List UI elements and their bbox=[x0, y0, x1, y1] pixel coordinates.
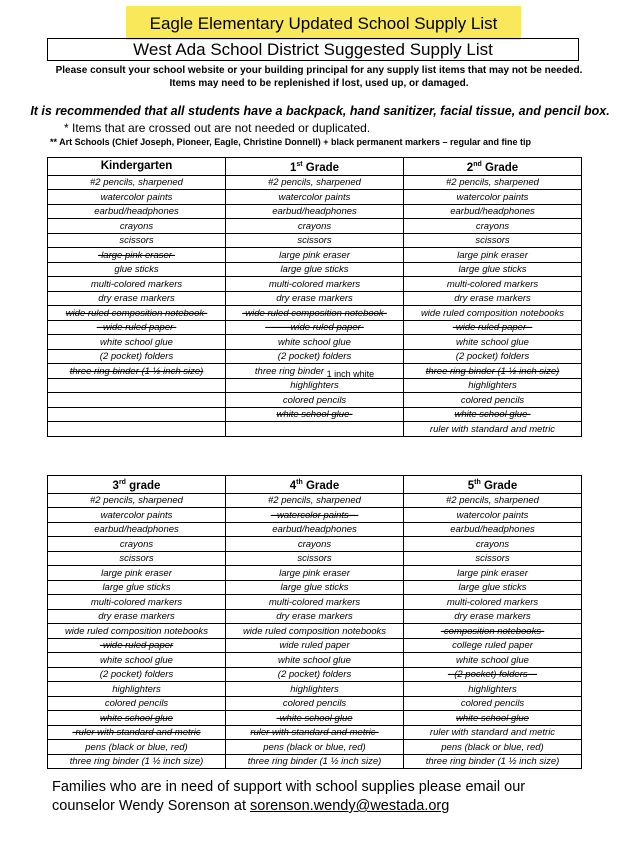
supply-item bbox=[226, 551, 404, 566]
supply-item bbox=[48, 754, 226, 769]
table-row bbox=[48, 624, 582, 639]
supply-item-text: three ring binder (1 ½ inch size) bbox=[69, 365, 204, 377]
supply-item-text: large pink eraser bbox=[101, 567, 172, 579]
supply-item bbox=[404, 551, 582, 566]
footer-line-2 bbox=[52, 797, 592, 816]
supply-item-text: scissors bbox=[475, 553, 510, 565]
supply-item bbox=[226, 364, 404, 379]
supply-item-text: ruler with standard and metric bbox=[429, 423, 556, 435]
supply-item-text: three ring binder (1 ½ inch size) bbox=[247, 756, 382, 768]
grade-header-text: 4 bbox=[289, 479, 297, 492]
table-row bbox=[48, 580, 582, 595]
supply-item bbox=[48, 638, 226, 653]
supply-item bbox=[226, 190, 404, 205]
supply-item-text: multi-colored markers bbox=[90, 278, 183, 290]
supply-item bbox=[404, 219, 582, 234]
supply-item bbox=[404, 306, 582, 321]
grade-header-text: 2 bbox=[466, 161, 474, 174]
table-row bbox=[48, 551, 582, 566]
supply-item bbox=[48, 291, 226, 306]
supply-item bbox=[404, 493, 582, 508]
supply-item bbox=[226, 219, 404, 234]
supply-item-text: wide ruled composition notebooks bbox=[242, 625, 387, 637]
supply-item-text: three ring binder bbox=[254, 365, 325, 377]
supply-item-text: --watercolor paints--- bbox=[270, 509, 359, 521]
table-row bbox=[48, 175, 582, 190]
supply-item-text: -composition notebooks- bbox=[440, 625, 545, 637]
supply-item bbox=[48, 175, 226, 190]
supply-item-text: white school glue- bbox=[276, 409, 353, 421]
table-row bbox=[48, 407, 582, 422]
grade-header-ordinal: st bbox=[296, 161, 303, 168]
supply-item-text: crayons bbox=[475, 538, 510, 550]
supply-item bbox=[404, 624, 582, 639]
crossed-out-note: * Items that are crossed out are not needed or duplicated. bbox=[64, 121, 371, 135]
supply-item bbox=[404, 696, 582, 711]
supply-item-text: #2 pencils, sharpened bbox=[446, 495, 539, 507]
supply-item bbox=[404, 378, 582, 393]
table-row bbox=[48, 522, 582, 537]
grade-header-text: Kindergarten bbox=[100, 159, 173, 172]
table-row bbox=[48, 219, 582, 234]
supply-item-text: watercolor paints bbox=[456, 509, 529, 521]
supply-item bbox=[226, 407, 404, 422]
table-row bbox=[48, 696, 582, 711]
supply-item-text: large glue sticks bbox=[280, 582, 349, 594]
counselor-email-link[interactable]: sorenson.wendy@westada.org bbox=[250, 798, 450, 814]
table-row bbox=[48, 667, 582, 682]
supply-item-text: wide ruled composition notebooks bbox=[420, 307, 565, 319]
supply-item bbox=[226, 393, 404, 408]
supply-item bbox=[226, 522, 404, 537]
table-row bbox=[48, 711, 582, 726]
supply-item-text: #2 pencils, sharpened bbox=[268, 177, 361, 189]
supply-item-text: three ring binder (1 ½ inch size) bbox=[69, 756, 204, 768]
supply-item-text: dry erase markers bbox=[276, 611, 353, 623]
supply-item bbox=[48, 204, 226, 219]
supply-item-text: crayons bbox=[475, 220, 510, 232]
supply-item-text: college ruled paper bbox=[452, 640, 533, 652]
supply-item bbox=[404, 522, 582, 537]
supply-item-text: large glue sticks bbox=[280, 264, 349, 276]
supply-item bbox=[48, 378, 226, 393]
supply-item-text: pens (black or blue, red) bbox=[441, 741, 544, 753]
table-row bbox=[48, 493, 582, 508]
table-row bbox=[48, 248, 582, 263]
supply-item bbox=[404, 320, 582, 335]
supply-item-text: white school glue bbox=[100, 712, 173, 724]
supply-item-text: pens (black or blue, red) bbox=[85, 741, 188, 753]
supply-item bbox=[404, 204, 582, 219]
supply-item-text: dry erase markers bbox=[454, 293, 531, 305]
supply-item-text: -wide ruled composition notebook- bbox=[242, 307, 387, 319]
supply-item bbox=[404, 595, 582, 610]
table-row bbox=[48, 725, 582, 740]
table-row bbox=[48, 653, 582, 668]
supply-item bbox=[404, 537, 582, 552]
table-row bbox=[48, 277, 582, 292]
supply-item-text: --(2 pocket) folders--- bbox=[447, 669, 538, 681]
supply-item-text: earbud/headphones bbox=[272, 524, 357, 536]
supply-item-text: dry erase markers bbox=[98, 293, 175, 305]
supply-item-text: earbud/headphones bbox=[450, 524, 535, 536]
supply-item bbox=[404, 349, 582, 364]
supply-item-text: colored pencils bbox=[282, 698, 347, 710]
supply-item-text: (2 pocket) folders bbox=[455, 351, 530, 363]
supply-item-text: white school glue bbox=[456, 336, 529, 348]
supply-item bbox=[404, 364, 582, 379]
supply-item-text: ruler with standard and metric bbox=[429, 727, 556, 739]
art-schools-note: ** Art Schools (Chief Joseph, Pioneer, Eagle, Christine Donnell) + black permanent markers – regular and fine tip bbox=[50, 137, 532, 147]
table-row bbox=[48, 537, 582, 552]
supply-item bbox=[404, 566, 582, 581]
supply-item bbox=[226, 320, 404, 335]
supply-item bbox=[226, 653, 404, 668]
supply-item bbox=[226, 740, 404, 755]
supply-item bbox=[226, 537, 404, 552]
supply-item-text: crayons bbox=[119, 538, 154, 550]
supply-item bbox=[48, 653, 226, 668]
supply-item bbox=[48, 725, 226, 740]
supply-item bbox=[48, 624, 226, 639]
grade-header-ordinal: th bbox=[296, 479, 303, 486]
supply-item bbox=[404, 190, 582, 205]
supply-item bbox=[404, 175, 582, 190]
supply-item-text: scissors bbox=[297, 235, 332, 247]
footer-support-message bbox=[52, 778, 592, 816]
supply-item-text: (2 pocket) folders bbox=[277, 351, 352, 363]
supply-item-text: large pink eraser bbox=[457, 249, 528, 261]
supply-item-text: colored pencils bbox=[104, 698, 169, 710]
table-row bbox=[48, 609, 582, 624]
supply-item bbox=[48, 364, 226, 379]
page-subtitle: West Ada School District Suggested Supply List bbox=[47, 38, 579, 61]
supply-item-text: scissors bbox=[119, 235, 154, 247]
supply-item-text: #2 pencils, sharpened bbox=[446, 177, 539, 189]
grade-header bbox=[48, 158, 226, 176]
supply-item bbox=[226, 609, 404, 624]
supply-item bbox=[404, 393, 582, 408]
supply-item-text: -ruler with standard and metric bbox=[72, 727, 201, 739]
supply-item bbox=[226, 277, 404, 292]
supply-item-text: white school glue- bbox=[454, 409, 531, 421]
supply-item bbox=[404, 754, 582, 769]
supply-item bbox=[48, 393, 226, 408]
supply-item bbox=[226, 378, 404, 393]
supply-item bbox=[48, 219, 226, 234]
supply-item bbox=[226, 696, 404, 711]
supply-item bbox=[226, 667, 404, 682]
supply-item-text: glue sticks bbox=[114, 264, 159, 276]
supply-item bbox=[226, 291, 404, 306]
supply-item-text: -wide ruled paper bbox=[99, 640, 174, 652]
supply-item-text: (2 pocket) folders bbox=[99, 669, 174, 681]
grade-header bbox=[404, 158, 582, 176]
supply-item bbox=[404, 291, 582, 306]
grade-header-ordinal: th bbox=[474, 479, 481, 486]
supply-item bbox=[226, 566, 404, 581]
table-row bbox=[48, 754, 582, 769]
grade-header-ordinal: rd bbox=[118, 479, 126, 486]
table-row bbox=[48, 682, 582, 697]
grade-header-text: 3 bbox=[112, 479, 119, 492]
supply-item-text: highlighters bbox=[290, 380, 339, 392]
supply-item bbox=[404, 653, 582, 668]
supply-item-text: highlighters bbox=[468, 380, 517, 392]
supply-item bbox=[48, 595, 226, 610]
footer-line-2-text: counselor Wendy Sorenson at bbox=[52, 798, 251, 814]
supply-item bbox=[48, 522, 226, 537]
supply-item-text: -wide ruled paper-- bbox=[452, 322, 533, 334]
table-row bbox=[48, 291, 582, 306]
grade-header bbox=[404, 476, 582, 494]
table-row bbox=[48, 508, 582, 523]
supply-item bbox=[404, 233, 582, 248]
grade-header-suffix: Grade bbox=[302, 479, 340, 492]
supply-item bbox=[226, 493, 404, 508]
grade-header-ordinal: nd bbox=[473, 161, 482, 168]
table-row bbox=[48, 233, 582, 248]
grade-header bbox=[226, 158, 404, 176]
supply-item bbox=[404, 262, 582, 277]
supply-item-text: white school glue bbox=[278, 336, 351, 348]
table-row bbox=[48, 378, 582, 393]
supply-item-text: earbud/headphones bbox=[450, 206, 535, 218]
supply-item-text: colored pencils bbox=[282, 394, 347, 406]
table-row bbox=[48, 638, 582, 653]
supply-item bbox=[226, 638, 404, 653]
supply-item bbox=[48, 306, 226, 321]
supply-item-text: wide ruled paper bbox=[279, 640, 350, 652]
supply-item bbox=[404, 277, 582, 292]
grade-header-text: 1 bbox=[289, 161, 297, 174]
supply-item-text: highlighters bbox=[468, 683, 517, 695]
supply-item-text: multi-colored markers bbox=[446, 596, 539, 608]
supply-item bbox=[48, 190, 226, 205]
supply-item bbox=[226, 306, 404, 321]
grade-header-text: 5 bbox=[467, 479, 475, 492]
supply-item-text: wide ruled composition notebooks bbox=[64, 625, 209, 637]
supply-item-text: large pink eraser bbox=[457, 567, 528, 579]
supply-item-text: white school glue bbox=[456, 654, 529, 666]
supply-item bbox=[404, 407, 582, 422]
supply-item-text: #2 pencils, sharpened bbox=[90, 495, 183, 507]
supply-item bbox=[48, 349, 226, 364]
supply-item bbox=[226, 422, 404, 437]
supply-item bbox=[404, 508, 582, 523]
supply-table-3-5 bbox=[47, 475, 582, 769]
supply-item-text: -white school glue bbox=[276, 712, 353, 724]
footer-line-1: Families who are in need of support with school supplies please email our bbox=[52, 779, 526, 795]
supply-item bbox=[226, 711, 404, 726]
table-row bbox=[48, 595, 582, 610]
supply-item bbox=[404, 422, 582, 437]
table-row bbox=[48, 349, 582, 364]
supply-item-text: multi-colored markers bbox=[446, 278, 539, 290]
supply-item-text: large glue sticks bbox=[102, 582, 171, 594]
grade-header bbox=[226, 476, 404, 494]
notice-line-2: Items may need to be replenished if lost, used up, or damaged. bbox=[169, 78, 469, 89]
supply-item-text: dry erase markers bbox=[276, 293, 353, 305]
supply-table-k-2 bbox=[47, 157, 582, 437]
grade-header-suffix: grade bbox=[125, 479, 161, 492]
supply-item-text: #2 pencils, sharpened bbox=[90, 177, 183, 189]
supply-item-text: pens (black or blue, red) bbox=[263, 741, 366, 753]
supply-item bbox=[404, 711, 582, 726]
supply-item bbox=[48, 248, 226, 263]
supply-item bbox=[226, 595, 404, 610]
supply-item bbox=[48, 335, 226, 350]
supply-item-text: multi-colored markers bbox=[90, 596, 183, 608]
table-row bbox=[48, 204, 582, 219]
supply-item-text: (2 pocket) folders bbox=[277, 669, 352, 681]
supply-item-text: three ring binder (1 ½ inch size) bbox=[425, 756, 560, 768]
supply-item bbox=[404, 682, 582, 697]
page-title: Eagle Elementary Updated School Supply List bbox=[149, 14, 498, 33]
supply-item bbox=[404, 638, 582, 653]
supply-item-text: multi-colored markers bbox=[268, 278, 361, 290]
supply-item bbox=[48, 667, 226, 682]
notice-line-1: Please consult your school website or your building principal for any supply list items that may not be needed. bbox=[55, 65, 583, 76]
table-row bbox=[48, 335, 582, 350]
table-row bbox=[48, 422, 582, 437]
supply-item-text: crayons bbox=[297, 538, 332, 550]
supply-item-text: large glue sticks bbox=[458, 264, 527, 276]
supply-item bbox=[404, 248, 582, 263]
supply-item-text: watercolor paints bbox=[100, 509, 173, 521]
supply-item bbox=[404, 740, 582, 755]
supply-item bbox=[48, 537, 226, 552]
supply-item-text: crayons bbox=[297, 220, 332, 232]
table-row bbox=[48, 364, 582, 379]
supply-item bbox=[226, 248, 404, 263]
supply-item-text: highlighters bbox=[112, 683, 161, 695]
supply-item-text: #2 pencils, sharpened bbox=[268, 495, 361, 507]
supply-item bbox=[226, 233, 404, 248]
supply-item-text: watercolor paints bbox=[278, 191, 351, 203]
supply-item bbox=[48, 233, 226, 248]
supply-item bbox=[226, 349, 404, 364]
supply-item bbox=[48, 566, 226, 581]
supply-item bbox=[48, 711, 226, 726]
supply-item-text: -large pink eraser- bbox=[98, 249, 175, 261]
supply-item bbox=[226, 624, 404, 639]
supply-item-text: colored pencils bbox=[460, 698, 525, 710]
supply-item bbox=[226, 754, 404, 769]
table-row bbox=[48, 393, 582, 408]
supply-item-text: multi-colored markers bbox=[268, 596, 361, 608]
supply-item-text: large pink eraser bbox=[279, 249, 350, 261]
supply-item bbox=[226, 175, 404, 190]
supply-item bbox=[226, 682, 404, 697]
grade-header-suffix: Grade bbox=[302, 161, 340, 174]
supply-item bbox=[404, 335, 582, 350]
supply-item bbox=[404, 580, 582, 595]
supply-item-text: white school glue bbox=[456, 712, 529, 724]
supply-item bbox=[48, 422, 226, 437]
supply-item bbox=[48, 320, 226, 335]
grade-header bbox=[48, 476, 226, 494]
supply-item-text: scissors bbox=[297, 553, 332, 565]
supply-item bbox=[48, 262, 226, 277]
supply-item-text: large pink eraser bbox=[279, 567, 350, 579]
table-row bbox=[48, 740, 582, 755]
supply-item-text: earbud/headphones bbox=[272, 206, 357, 218]
supply-item-text: watercolor paints bbox=[100, 191, 173, 203]
supply-item-text: dry erase markers bbox=[454, 611, 531, 623]
supply-item bbox=[404, 609, 582, 624]
supply-item bbox=[226, 508, 404, 523]
supply-item-text: scissors bbox=[119, 553, 154, 565]
supply-item-text: earbud/headphones bbox=[94, 524, 179, 536]
handwritten-insert: 1 inch white bbox=[324, 368, 375, 379]
supply-item bbox=[226, 204, 404, 219]
supply-item-text: wide ruled composition notebook- bbox=[65, 307, 208, 319]
supply-item-text: (2 pocket) folders bbox=[99, 351, 174, 363]
supply-item bbox=[48, 277, 226, 292]
supply-item-text: large glue sticks bbox=[458, 582, 527, 594]
supply-item bbox=[48, 551, 226, 566]
supply-item bbox=[226, 262, 404, 277]
supply-item-text: earbud/headphones bbox=[94, 206, 179, 218]
supply-item-text: ruler with standard and metric- bbox=[250, 727, 379, 739]
supply-item bbox=[48, 407, 226, 422]
supply-item bbox=[226, 335, 404, 350]
recommendation: It is recommended that all students have a backpack, hand sanitizer, facial tissue, and pencil box. bbox=[30, 104, 610, 118]
table-row bbox=[48, 306, 582, 321]
supply-item bbox=[48, 508, 226, 523]
supply-item-text: white school glue bbox=[278, 654, 351, 666]
supply-item-text: colored pencils bbox=[460, 394, 525, 406]
supply-item bbox=[48, 696, 226, 711]
supply-item-text: --wide ruled paper- bbox=[96, 322, 177, 334]
supply-item-text: --------wide ruled paper- bbox=[265, 322, 364, 334]
supply-item-text: dry erase markers bbox=[98, 611, 175, 623]
supply-item-text: crayons bbox=[119, 220, 154, 232]
supply-item bbox=[226, 580, 404, 595]
supply-item-text: white school glue bbox=[100, 654, 173, 666]
supply-item bbox=[48, 740, 226, 755]
supply-item bbox=[404, 725, 582, 740]
supply-item-text: scissors bbox=[475, 235, 510, 247]
supply-item bbox=[404, 667, 582, 682]
supply-item bbox=[226, 725, 404, 740]
table-row bbox=[48, 320, 582, 335]
table-row bbox=[48, 566, 582, 581]
table-row bbox=[48, 262, 582, 277]
supply-item-text: highlighters bbox=[290, 683, 339, 695]
grade-header-suffix: Grade bbox=[481, 161, 519, 174]
table-row bbox=[48, 190, 582, 205]
supply-item bbox=[48, 609, 226, 624]
supply-item bbox=[48, 580, 226, 595]
supply-item bbox=[48, 493, 226, 508]
supply-item-text: white school glue bbox=[100, 336, 173, 348]
supply-item bbox=[48, 682, 226, 697]
supply-item-text: three ring binder (1 ½ inch size) bbox=[425, 365, 560, 377]
grade-header-suffix: Grade bbox=[480, 479, 518, 492]
supply-item-text: watercolor paints bbox=[456, 191, 529, 203]
